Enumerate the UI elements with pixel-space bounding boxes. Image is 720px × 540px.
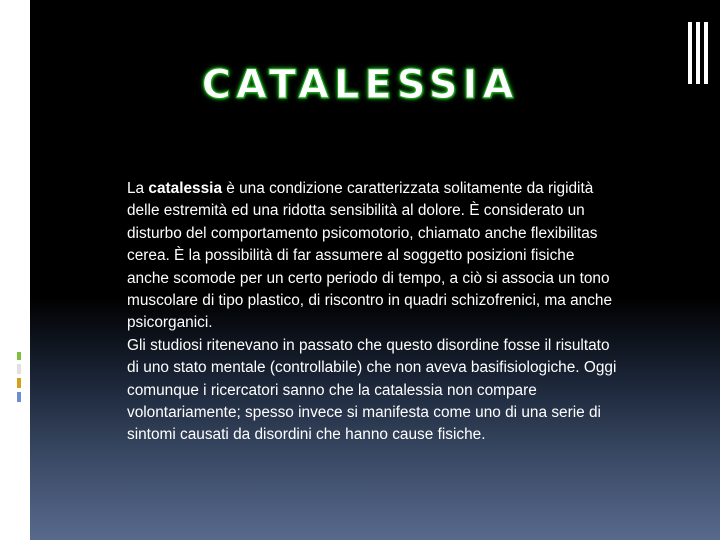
decorative-mark <box>17 392 21 402</box>
slide-title: CATALESSIA <box>201 62 519 108</box>
slide-body <box>127 178 617 447</box>
decorative-mark <box>17 364 21 374</box>
paragraph-1 <box>127 178 617 335</box>
decorative-mark <box>17 378 21 388</box>
term-catalessia: catalessia <box>148 180 223 197</box>
paragraph-2: Gli studiosi ritenevano in passato che questo disordine fosse il risultato di uno stato mentale (controllabile) che non aveva basifisiologiche. Oggi comunque i ricercatori sanno che la catalessia non compare volontariamente; spesso invece si manifesta come uno di una serie di sintomi causati da disordini che hanno cause fisiche. <box>127 336 617 444</box>
paragraph-1-rest: è una condizione caratterizzata solitamente da rigidità delle estremità ed una ridotta sensibilità al dolore. È considerato un disturbo del comportamento psicomotorio, chiamato anche flexibilitas cerea. È la possibilità di far assumere al soggetto posizioni fisiche anche scomode per un certo periodo di tempo, a ciò si associa un tono muscolare di tipo plastico, di riscontro in quadri schizofrenici, ma anche psicorganici. <box>127 180 613 332</box>
decorative-mark <box>17 352 21 360</box>
paragraph-1-lead: La <box>127 180 149 197</box>
